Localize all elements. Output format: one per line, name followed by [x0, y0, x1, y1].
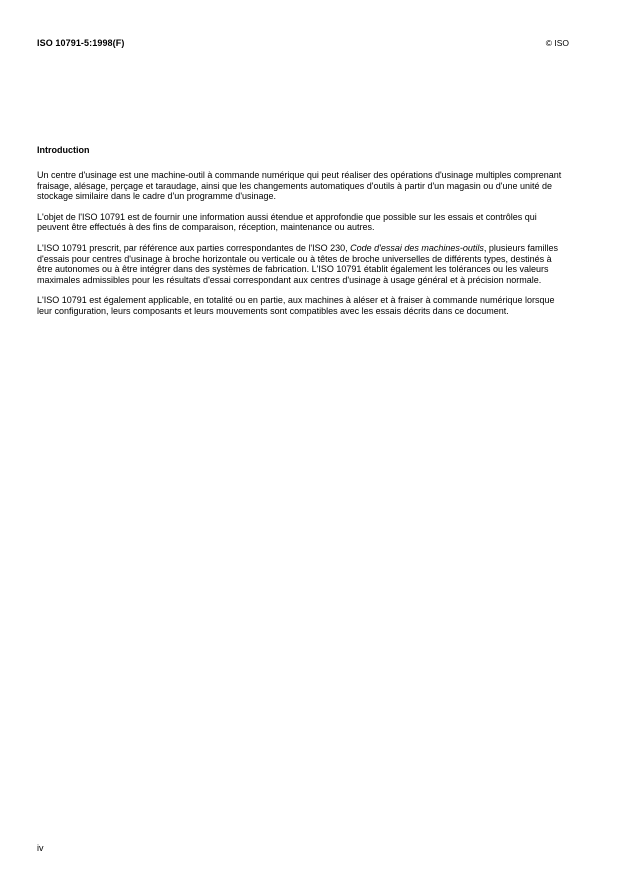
paragraph-3 — [37, 243, 569, 285]
standard-reference: ISO 10791-5:1998(F) — [37, 38, 125, 48]
paragraph-1: Un centre d'usinage est une machine-outil à commande numérique qui peut réaliser des opérations d'usinage multiples comprenant fraisage, alésage, perçage et taraudage, ainsi que les changements automatiques d'outils à partir d'un magasin ou d'une unité de stockage similaire dans le cadre d'un programme d'usinage. — [37, 170, 562, 202]
section-title: Introduction — [37, 145, 90, 155]
paragraph-2: L'objet de l'ISO 10791 est de fournir une information aussi étendue et approfondie que possible sur les essais et contrôles qui peuvent être effectués à des fins de comparaison, réception, maintenance ou autres. — [37, 211, 537, 233]
paragraph-4: L'ISO 10791 est également applicable, en totalité ou en partie, aux machines à aléser et à fraiser à commande numérique lorsque leur configuration, leurs composants et leurs mouvements sont compatibles avec les essais décrits dans ce document. — [37, 295, 555, 316]
page-number: iv — [37, 843, 44, 853]
paragraph-3-text-start: L'ISO 10791 prescrit, par référence aux parties correspondantes de l'ISO 230, — [37, 242, 351, 253]
body-text — [37, 170, 569, 327]
paragraph-3-text-end: , plusieurs familles d'essais pour centres d'usinage à broche horizontale ou verticale ou à têtes de broche universelles de différents types, destinés à être autonomes ou à être intégrer dans des systèmes de fabrication. L'ISO 10791 établit également les tolérances ou les valeurs maximales admissibles pour les résultats d'essai correspondant aux centres d'usinage à usage général et à précision normale. — [37, 242, 558, 285]
paragraph-3-italic-title: Code d'essai des machines-outils — [350, 242, 484, 253]
copyright-notice: © ISO — [545, 38, 569, 48]
